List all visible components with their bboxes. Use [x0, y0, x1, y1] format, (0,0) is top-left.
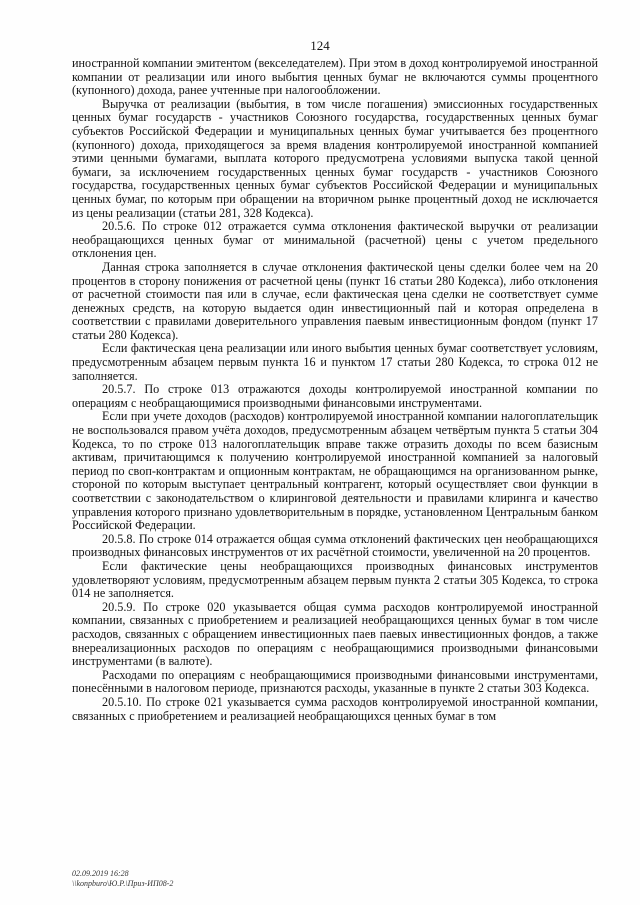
paragraph: Если фактические цены необращающихся производных финансовых инструментов удовлетворяют условиям, предусмотренным абзацем первым пункта 2 статьи 305 Кодекса, то строка 014 не заполняется.: [72, 558, 598, 601]
footer-file-path: \\konpburo\Ю.Р.\Приз-ИП08-2: [72, 879, 174, 888]
page-number: 124: [310, 38, 330, 53]
paragraph: иностранной компании эмитентом (векселедателем). При этом в доход контролируемой иностранной компании от реализации или иного выбытия ценных бумаг не включаются суммы процентного (купонного) дохода, ранее учтенные при налогообложении.: [72, 56, 598, 98]
paragraph: 20.5.8. По строке 014 отражается общая сумма отклонений фактических цен необращающихся производных финансовых инструментов от их расчётной стоимости, увеличенной на 20 процентов.: [72, 531, 598, 560]
body-text: [72, 57, 598, 723]
paragraph: 20.5.10. По строке 021 указывается сумма расходов контролируемой иностранной компании, связанных с приобретением и реализацией необращающихся ценных бумаг в том: [72, 694, 598, 723]
paragraph: 20.5.7. По строке 013 отражаются доходы контролируемой иностранной компании по операциям с необращающимися производными финансовыми инструментами.: [72, 382, 598, 410]
paragraph: Данная строка заполняется в случае отклонения фактической цены сделки более чем на 20 процентов в сторону понижения от расчетной цены (пункт 16 статьи 280 Кодекса), либо отклонения от расчетной стоимости пая или в случае, если фактическая цена сделки не соответствует сумме денежных средств, на которую выдается один инвестиционный пай и которая определена в соответствии с правилами доверительного управления паевым инвестиционным фондом (пункт 17 статьи 280 Кодекса).: [72, 259, 598, 342]
document-footer: [72, 869, 173, 889]
paragraph: 20.5.6. По строке 012 отражается сумма отклонения фактической выручки от реализации необращающихся ценных бумаг от минимальной (расчетной) цены с учетом предельного отклонения цен.: [72, 219, 598, 261]
paragraph: Если при учете доходов (расходов) контролируемой иностранной компании налогоплательщик не воспользовался правом учёта доходов, предусмотренным абзацем четвёртым пункта 5 статьи 304 Кодекса, то по строке 013 налогоплательщик вправе также отразить доходы по всем базисным активам, причитающимся к получению контролируемой иностранной компанией за налоговый период по своп-контрактам и опционным контрактам, не обращающимся на организованном рынке, стороной по которым выступает центральный контрагент, который осуществляет свои функции в соответствии с законодательством о клиринговой деятельности и правилами клиринга и качество управления которого признано удовлетворительным в порядке, установленном Центральным банком Российской Федерации.: [72, 409, 598, 533]
paragraph: Расходами по операциям с необращающимися производными финансовыми инструментами, понесёнными в налоговом периоде, признаются расходы, указанные в пункте 2 статьи 303 Кодекса.: [72, 667, 598, 696]
footer-timestamp: 02.09.2019 16:28: [72, 869, 129, 878]
paragraph: Если фактическая цена реализации или иного выбытия ценных бумаг соответствует условиям, предусмотренным абзацем первым пункта 16 и пунктом 17 статьи 280 Кодекса, то строка 012 не заполняется.: [72, 341, 598, 383]
paragraph: 20.5.9. По строке 020 указывается общая сумма расходов контролируемой иностранной компании, связанных с приобретением и реализацией необращающихся ценных бумаг в том числе расходов, связанных с обращением инвестиционных паев паевых инвестиционных фондов, а также внереализационных расходов по операциям с необращающимися производными финансовыми инструментами (в валюте).: [72, 599, 598, 669]
paragraph: Выручка от реализации (выбытия, в том числе погашения) эмиссионных государственных ценных бумаг государств - участников Союзного государства, государственных ценных бумаг субъектов Российской Федерации и муниципальных ценных бумаг учитывается без процентного (купонного) дохода, приходящегося за время владения контролируемой иностранной компанией этими ценными бумагами, выплата которого предусмотрена условиями выпуска такой ценной бумаги, за исключением государственных ценных бумаг государств - участников Союзного государства, государственных ценных бумаг субъектов Российской Федерации и муниципальных ценных бумаг, по которым при обращении на вторичном рынке процентный доход не исключается из цены реализации (статьи 281, 328 Кодекса).: [72, 96, 598, 220]
